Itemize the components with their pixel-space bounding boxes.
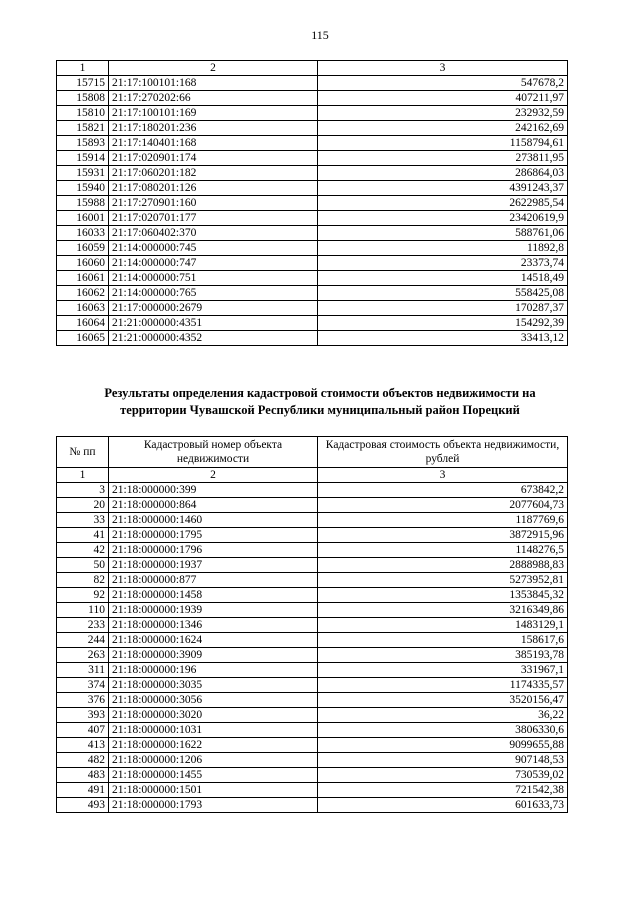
table-row	[57, 528, 568, 543]
cadastral-value-cell: 601633,73	[318, 798, 568, 813]
table-row	[57, 768, 568, 783]
cadastral-number-cell: 21:18:000000:1624	[109, 633, 318, 648]
page-number: 115	[311, 28, 329, 42]
row-number-cell: 493	[57, 798, 109, 813]
cadastral-number-cell: 21:17:270901:160	[109, 196, 318, 211]
table-row	[57, 331, 568, 346]
table-body	[57, 76, 568, 346]
table-row	[57, 723, 568, 738]
cadastral-value-cell: 23373,74	[318, 256, 568, 271]
cadastral-value-cell: 1187769,6	[318, 513, 568, 528]
row-number-cell: 482	[57, 753, 109, 768]
cadastral-number-cell: 21:18:000000:1455	[109, 768, 318, 783]
cadastral-number-cell: 21:17:000000:2679	[109, 301, 318, 316]
cadastral-value-cell: 33413,12	[318, 331, 568, 346]
cadastral-value-cell: 385193,78	[318, 648, 568, 663]
cadastral-number-cell: 21:17:080201:126	[109, 181, 318, 196]
row-number-cell: 16065	[57, 331, 109, 346]
row-number-cell: 244	[57, 633, 109, 648]
table-row	[57, 588, 568, 603]
cadastral-number-cell: 21:17:100101:169	[109, 106, 318, 121]
cadastral-value-cell: 3520156,47	[318, 693, 568, 708]
row-number-cell: 41	[57, 528, 109, 543]
cadastral-value-cell: 1353845,32	[318, 588, 568, 603]
cadastral-value-cell: 286864,03	[318, 166, 568, 181]
row-number-cell: 15808	[57, 91, 109, 106]
row-number-cell: 20	[57, 498, 109, 513]
row-number-cell: 15821	[57, 121, 109, 136]
cadastral-value-cell: 3216349,86	[318, 603, 568, 618]
cadastral-number-cell: 21:17:020701:177	[109, 211, 318, 226]
row-number-cell: 15988	[57, 196, 109, 211]
table-row	[57, 558, 568, 573]
cadastral-table-poretsky	[56, 436, 568, 813]
table-row	[57, 226, 568, 241]
table-row	[57, 663, 568, 678]
cadastral-number-cell: 21:17:060201:182	[109, 166, 318, 181]
cadastral-number-cell: 21:18:000000:1031	[109, 723, 318, 738]
cadastral-value-cell: 36,22	[318, 708, 568, 723]
cadastral-value-cell: 158617,6	[318, 633, 568, 648]
cadastral-number-cell: 21:18:000000:3909	[109, 648, 318, 663]
cadastral-value-cell: 730539,02	[318, 768, 568, 783]
table-row	[57, 753, 568, 768]
section-heading	[40, 385, 600, 419]
table-row	[57, 678, 568, 693]
cadastral-value-cell: 547678,2	[318, 76, 568, 91]
header-cadastral-value: Кадастровая стоимость объекта недвижимости, рублей	[318, 437, 568, 468]
cadastral-number-cell: 21:17:020901:174	[109, 151, 318, 166]
cadastral-number-cell: 21:18:000000:1346	[109, 618, 318, 633]
cadastral-value-cell: 907148,53	[318, 753, 568, 768]
row-number-cell: 15940	[57, 181, 109, 196]
table-row	[57, 513, 568, 528]
table-row	[57, 633, 568, 648]
table-row	[57, 301, 568, 316]
row-number-cell: 50	[57, 558, 109, 573]
cadastral-number-cell: 21:17:100101:168	[109, 76, 318, 91]
row-number-cell: 16059	[57, 241, 109, 256]
cadastral-value-cell: 273811,95	[318, 151, 568, 166]
cadastral-number-cell: 21:18:000000:1796	[109, 543, 318, 558]
row-number-cell: 92	[57, 588, 109, 603]
cadastral-number-cell: 21:17:060402:370	[109, 226, 318, 241]
cadastral-value-cell: 1174335,57	[318, 678, 568, 693]
cadastral-value-cell: 154292,39	[318, 316, 568, 331]
table-row	[57, 136, 568, 151]
header-row-number: № пп	[57, 437, 109, 468]
cadastral-value-cell: 721542,38	[318, 783, 568, 798]
table-row	[57, 543, 568, 558]
table-row	[57, 151, 568, 166]
table-row	[57, 738, 568, 753]
table-row	[57, 271, 568, 286]
row-number-cell: 491	[57, 783, 109, 798]
cadastral-number-cell: 21:14:000000:751	[109, 271, 318, 286]
table-row	[57, 693, 568, 708]
table-row	[57, 603, 568, 618]
column-number-row	[57, 468, 568, 483]
row-number-cell: 16063	[57, 301, 109, 316]
row-number-cell: 33	[57, 513, 109, 528]
cadastral-number-cell: 21:18:000000:1793	[109, 798, 318, 813]
cadastral-value-cell: 9099655,88	[318, 738, 568, 753]
cadastral-number-cell: 21:18:000000:1622	[109, 738, 318, 753]
table-row	[57, 196, 568, 211]
cadastral-value-cell: 170287,37	[318, 301, 568, 316]
table-row	[57, 106, 568, 121]
table-row	[57, 121, 568, 136]
column-number-row	[57, 61, 568, 76]
table-row	[57, 708, 568, 723]
header-row	[57, 437, 568, 468]
row-number-cell: 15914	[57, 151, 109, 166]
row-number-cell: 16064	[57, 316, 109, 331]
cadastral-value-cell: 588761,06	[318, 226, 568, 241]
column-number-3: 3	[318, 61, 568, 76]
row-number-cell: 374	[57, 678, 109, 693]
row-number-cell: 16060	[57, 256, 109, 271]
column-number-1: 1	[57, 61, 109, 76]
table-row	[57, 166, 568, 181]
cadastral-table-continued	[56, 60, 568, 346]
cadastral-number-cell: 21:18:000000:1458	[109, 588, 318, 603]
row-number-cell: 311	[57, 663, 109, 678]
cadastral-number-cell: 21:14:000000:765	[109, 286, 318, 301]
cadastral-value-cell: 232932,59	[318, 106, 568, 121]
cadastral-number-cell: 21:17:270202:66	[109, 91, 318, 106]
row-number-cell: 16033	[57, 226, 109, 241]
cadastral-value-cell: 23420619,9	[318, 211, 568, 226]
section-heading-line-1: Результаты определения кадастровой стоимости объектов недвижимости на	[104, 386, 536, 400]
table-row	[57, 241, 568, 256]
cadastral-value-cell: 558425,08	[318, 286, 568, 301]
row-number-cell: 16061	[57, 271, 109, 286]
cadastral-value-cell: 5273952,81	[318, 573, 568, 588]
row-number-cell: 15715	[57, 76, 109, 91]
row-number-cell: 413	[57, 738, 109, 753]
cadastral-value-cell: 14518,49	[318, 271, 568, 286]
cadastral-number-cell: 21:18:000000:1937	[109, 558, 318, 573]
row-number-cell: 233	[57, 618, 109, 633]
cadastral-number-cell: 21:18:000000:864	[109, 498, 318, 513]
cadastral-value-cell: 2888988,83	[318, 558, 568, 573]
column-number-3: 3	[318, 468, 568, 483]
row-number-cell: 263	[57, 648, 109, 663]
row-number-cell: 15931	[57, 166, 109, 181]
row-number-cell: 15810	[57, 106, 109, 121]
cadastral-value-cell: 4391243,37	[318, 181, 568, 196]
row-number-cell: 3	[57, 483, 109, 498]
row-number-cell: 376	[57, 693, 109, 708]
row-number-cell: 393	[57, 708, 109, 723]
cadastral-value-cell: 407211,97	[318, 91, 568, 106]
cadastral-value-cell: 1483129,1	[318, 618, 568, 633]
row-number-cell: 407	[57, 723, 109, 738]
row-number-cell: 16001	[57, 211, 109, 226]
table-row	[57, 286, 568, 301]
cadastral-value-cell: 242162,69	[318, 121, 568, 136]
cadastral-number-cell: 21:18:000000:1460	[109, 513, 318, 528]
table-body	[57, 483, 568, 813]
cadastral-number-cell: 21:18:000000:1501	[109, 783, 318, 798]
cadastral-value-cell: 2077604,73	[318, 498, 568, 513]
column-number-2: 2	[109, 468, 318, 483]
section-heading-line-2: территории Чувашской Республики муниципальный район Порецкий	[120, 403, 520, 417]
cadastral-number-cell: 21:18:000000:3035	[109, 678, 318, 693]
row-number-cell: 483	[57, 768, 109, 783]
row-number-cell: 82	[57, 573, 109, 588]
cadastral-value-cell: 3872915,96	[318, 528, 568, 543]
cadastral-number-cell: 21:18:000000:3020	[109, 708, 318, 723]
cadastral-number-cell: 21:21:000000:4352	[109, 331, 318, 346]
table-row	[57, 648, 568, 663]
table-row	[57, 181, 568, 196]
cadastral-number-cell: 21:18:000000:1206	[109, 753, 318, 768]
cadastral-number-cell: 21:17:180201:236	[109, 121, 318, 136]
table-row	[57, 498, 568, 513]
cadastral-value-cell: 11892,8	[318, 241, 568, 256]
header-cadastral-number: Кадастровый номер объекта недвижимости	[109, 437, 318, 468]
row-number-cell: 15893	[57, 136, 109, 151]
cadastral-number-cell: 21:17:140401:168	[109, 136, 318, 151]
row-number-cell: 16062	[57, 286, 109, 301]
row-number-cell: 42	[57, 543, 109, 558]
cadastral-number-cell: 21:18:000000:1795	[109, 528, 318, 543]
cadastral-value-cell: 1148276,5	[318, 543, 568, 558]
cadastral-value-cell: 1158794,61	[318, 136, 568, 151]
table-row	[57, 483, 568, 498]
table-row	[57, 91, 568, 106]
column-number-2: 2	[109, 61, 318, 76]
cadastral-number-cell: 21:18:000000:3056	[109, 693, 318, 708]
cadastral-number-cell: 21:18:000000:196	[109, 663, 318, 678]
cadastral-value-cell: 3806330,6	[318, 723, 568, 738]
row-number-cell: 110	[57, 603, 109, 618]
column-number-1: 1	[57, 468, 109, 483]
table-row	[57, 256, 568, 271]
cadastral-number-cell: 21:18:000000:877	[109, 573, 318, 588]
table-row	[57, 618, 568, 633]
cadastral-value-cell: 2622985,54	[318, 196, 568, 211]
table-row	[57, 316, 568, 331]
table-row	[57, 573, 568, 588]
cadastral-value-cell: 331967,1	[318, 663, 568, 678]
cadastral-value-cell: 673842,2	[318, 483, 568, 498]
cadastral-number-cell: 21:21:000000:4351	[109, 316, 318, 331]
cadastral-number-cell: 21:14:000000:745	[109, 241, 318, 256]
table-row	[57, 798, 568, 813]
cadastral-number-cell: 21:14:000000:747	[109, 256, 318, 271]
cadastral-number-cell: 21:18:000000:399	[109, 483, 318, 498]
cadastral-number-cell: 21:18:000000:1939	[109, 603, 318, 618]
table-row	[57, 783, 568, 798]
table-row	[57, 211, 568, 226]
table-row	[57, 76, 568, 91]
